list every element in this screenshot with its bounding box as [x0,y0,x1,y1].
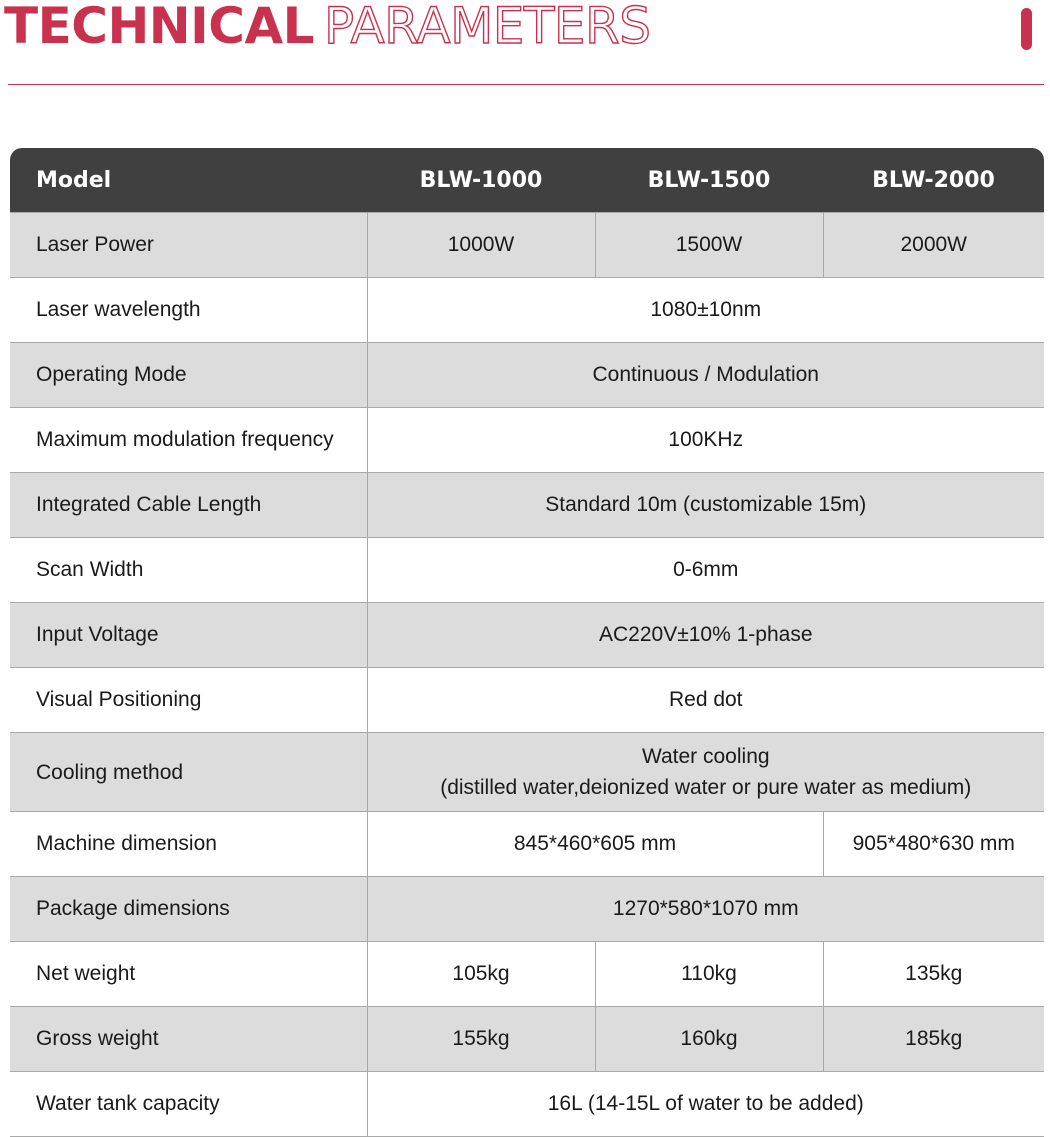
row-label: Operating Mode [10,343,367,408]
cell-value: 185kg [823,1007,1044,1072]
row-label: Laser wavelength [10,278,367,343]
table-row [10,473,1044,538]
row-label: Maximum modulation frequency [10,408,367,473]
table-row [10,538,1044,603]
row-label: Input Voltage [10,603,367,668]
row-label: Integrated Cable Length [10,473,367,538]
table-row [10,408,1044,473]
cell-value: 905*480*630 mm [823,812,1044,877]
cell-value: 135kg [823,942,1044,1007]
row-label: Package dimensions [10,877,367,942]
cell-value: Red dot [367,668,1044,733]
table-header-row [10,148,1044,213]
table-row [10,343,1044,408]
table-row [10,877,1044,942]
table-row [10,733,1044,812]
table-row [10,213,1044,278]
cell-value: 16L (14-15L of water to be added) [367,1072,1044,1137]
table-row [10,812,1044,877]
header-divider [8,84,1044,85]
page-title [4,0,650,58]
column-header-blw-1000: BLW-1000 [367,148,595,213]
cell-value: Standard 10m (customizable 15m) [367,473,1044,538]
cell-value: AC220V±10% 1-phase [367,603,1044,668]
cell-value: Continuous / Modulation [367,343,1044,408]
cell-value: 110kg [595,942,823,1007]
accent-bar-icon [1021,8,1032,50]
row-label: Visual Positioning [10,668,367,733]
row-label: Gross weight [10,1007,367,1072]
cell-value: 105kg [367,942,595,1007]
cell-value: 155kg [367,1007,595,1072]
cell-value: 845*460*605 mm [367,812,823,877]
cell-value: 1500W [595,213,823,278]
cell-value: 1270*580*1070 mm [367,877,1044,942]
cell-line-1: Water cooling [641,745,770,768]
cell-value-multiline [367,733,1044,812]
row-label: Machine dimension [10,812,367,877]
row-label: Laser Power [10,213,367,278]
table-row [10,668,1044,733]
row-label: Cooling method [10,733,367,812]
spec-table [10,148,1044,1137]
title-outline-word: PARAMETERS [324,0,651,55]
page-header [0,0,1050,90]
cell-value: 2000W [823,213,1044,278]
column-header-blw-2000: BLW-2000 [823,148,1044,213]
cell-value: 160kg [595,1007,823,1072]
row-label: Scan Width [10,538,367,603]
table-row [10,1072,1044,1137]
column-header-blw-1500: BLW-1500 [595,148,823,213]
table-row [10,942,1044,1007]
cell-line-2: (distilled water,deionized water or pure water as medium) [440,776,972,799]
table-row [10,278,1044,343]
title-bold-word: TECHNICAL [4,0,315,55]
table-row [10,1007,1044,1072]
cell-value: 100KHz [367,408,1044,473]
table-row [10,603,1044,668]
row-label: Net weight [10,942,367,1007]
row-label: Water tank capacity [10,1072,367,1137]
cell-value: 1000W [367,213,595,278]
cell-value: 1080±10nm [367,278,1044,343]
cell-value: 0-6mm [367,538,1044,603]
column-header-model: Model [10,148,367,213]
